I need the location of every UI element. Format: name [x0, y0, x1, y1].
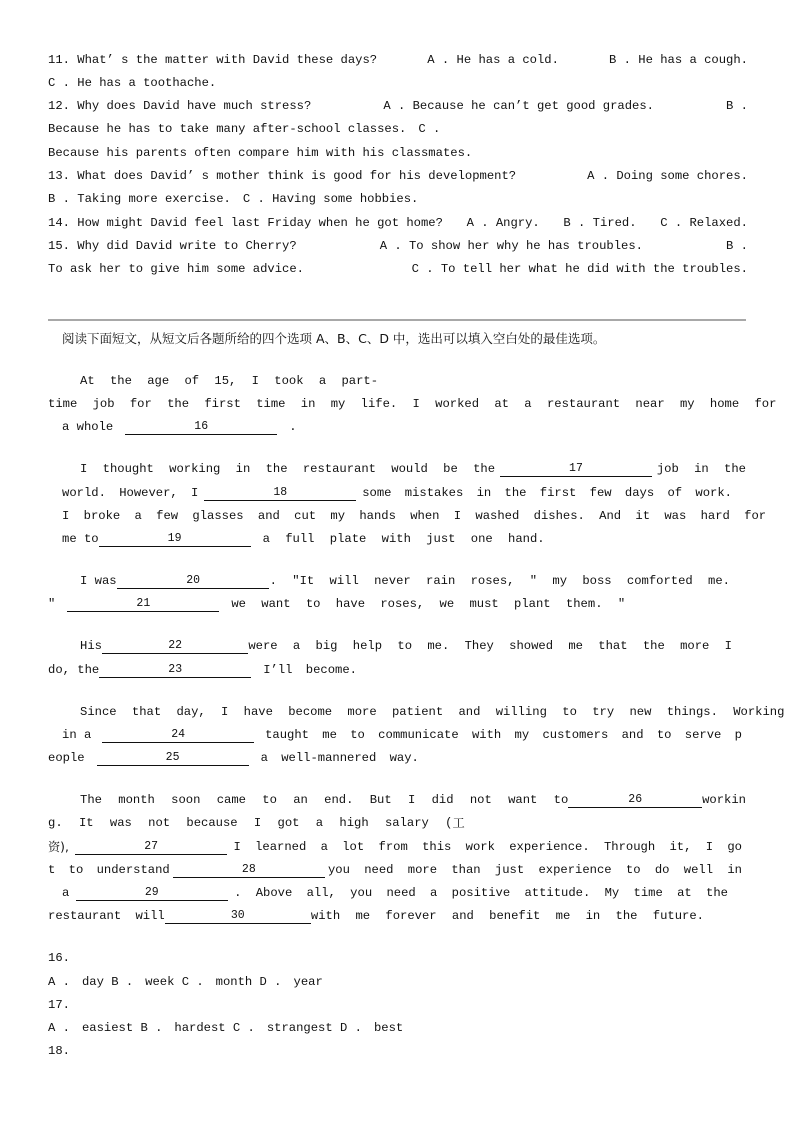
p3-text-1a: I was	[80, 574, 117, 588]
q16-number: 16.	[48, 951, 70, 965]
question-12-line-1	[48, 98, 748, 115]
p6-text-6b: with me forever and benefit me in the future.	[310, 909, 704, 923]
question-15-line-2	[48, 261, 748, 278]
q15-option-a: A . To show her why he has troubles.	[379, 239, 643, 253]
q11-option-c: C . He has a toothache.	[48, 76, 217, 90]
blank-19[interactable]: 19	[99, 531, 251, 547]
p6-text-5b: . Above all, you need a positive attitude. My time at the	[234, 886, 728, 900]
p6-text-4b: you need more than just experience to do well in	[327, 863, 742, 877]
passage-p4-line-1	[80, 638, 732, 655]
blank-20[interactable]: 20	[117, 573, 269, 589]
blank-28[interactable]: 28	[173, 862, 325, 878]
passage-p1-line-2	[48, 396, 777, 413]
question-12-line-3	[48, 145, 748, 162]
q11-option-a: A . He has a cold.	[427, 53, 559, 67]
q17-choice-1[interactable]: easiest B .	[81, 1021, 163, 1035]
question-14-line	[48, 215, 748, 232]
q16-choice-1[interactable]: day B .	[81, 975, 134, 989]
passage-p5-line-3	[48, 750, 448, 767]
p6-text-2cn: 工	[452, 816, 465, 830]
q12-option-b: Because he has to take many after-school classes.	[48, 122, 407, 136]
question-11-line-1	[48, 52, 748, 69]
passage-p6-line-2	[48, 815, 468, 832]
blank-16[interactable]: 16	[125, 419, 277, 435]
reading-instruction: 阅读下面短文，从短文后各题所给的四个选项 A、B、C、D 中，选出可以填入空白处的最佳选项。	[62, 331, 606, 346]
q16-choice-4[interactable]: year	[293, 975, 323, 989]
p6-text-4a: t to understand	[48, 863, 170, 877]
passage-p2-line-1	[80, 461, 746, 478]
question-13-line-1	[48, 168, 748, 185]
option-18-number	[48, 1043, 748, 1060]
q17-choice-3[interactable]: strangest D .	[266, 1021, 362, 1035]
passage-p5-line-2	[62, 727, 742, 744]
passage-p2-line-2	[62, 485, 732, 502]
q12-option-c-label: C .	[418, 122, 441, 136]
q14-option-b: B . Tired.	[563, 216, 637, 230]
p3-text-1b: . ″It will never rain roses, ″ my boss comforted me.	[269, 574, 730, 588]
question-15-line-1	[48, 238, 748, 255]
p2-text-1b: job in the	[656, 462, 746, 476]
q18-number: 18.	[48, 1044, 70, 1058]
question-12-line-2	[48, 121, 748, 138]
blank-18[interactable]: 18	[204, 485, 356, 501]
q15-option-c: C . To tell her what he did with the troubles.	[411, 262, 748, 276]
q17-choice-2[interactable]: hardest C .	[174, 1021, 255, 1035]
q15-option-b-label: B .	[726, 239, 748, 253]
p5-text-1: Since that day, I have become more patient and willing to try new things. Working	[80, 705, 785, 719]
q12-stem: 12. Why does David have much stress?	[48, 99, 312, 113]
passage-p6-line-1	[80, 792, 746, 809]
p4-text-2a: do, the	[48, 663, 100, 677]
q12-option-a: A . Because he can’t get good grades.	[383, 99, 654, 113]
p3-text-2b: we want to have roses, we must plant them. ″	[231, 597, 626, 611]
blank-25[interactable]: 25	[97, 750, 249, 766]
blank-17[interactable]: 17	[500, 461, 652, 477]
q16-choice-2[interactable]: week C .	[145, 975, 204, 989]
passage-p6-line-5	[62, 885, 728, 902]
option-16-number	[48, 950, 748, 967]
q13-option-c: C . Having some hobbies.	[242, 192, 419, 206]
q14-stem: 14. How might David feel last Friday when he got home?	[48, 216, 443, 230]
p6-text-6a: restaurant will	[48, 909, 165, 923]
blank-22[interactable]: 22	[102, 638, 248, 654]
blank-29[interactable]: 29	[76, 885, 228, 901]
q17-choice-0[interactable]: A .	[48, 1021, 70, 1035]
question-11-line-2	[48, 75, 748, 92]
p6-text-2a: g. It was not because I got a high salary (	[48, 816, 453, 830]
blank-24[interactable]: 24	[102, 727, 254, 743]
p6-text-1b: workin	[702, 793, 746, 807]
p3-text-2a: ″	[48, 597, 56, 611]
blank-27[interactable]: 27	[75, 839, 227, 855]
option-17-choices	[48, 1020, 748, 1037]
q17-number: 17.	[48, 998, 70, 1012]
p6-text-5a: a	[62, 886, 70, 900]
q13-stem: 13. What does David’ s mother think is good for his development?	[48, 169, 517, 183]
blank-26[interactable]: 26	[568, 792, 702, 808]
q15-option-b: To ask her to give him some advice.	[48, 262, 304, 276]
q11-option-b: B . He has a cough.	[609, 53, 748, 67]
p2-text-1a: I thought working in the restaurant would be the	[80, 462, 496, 476]
q16-choice-3[interactable]: month D .	[215, 975, 282, 989]
q13-option-a: A . Doing some chores.	[587, 169, 748, 183]
option-16-choices	[48, 974, 748, 991]
p1-text-3b: .	[289, 420, 297, 434]
blank-30[interactable]: 30	[165, 908, 311, 924]
p5-text-2b: taught me to communicate with my customers and to serve p	[265, 728, 742, 742]
q16-choice-0[interactable]: A .	[48, 975, 70, 989]
passage-p2-line-4	[62, 531, 562, 548]
q11-stem: 11. What’ s the matter with David these days?	[48, 53, 378, 67]
q14-option-c: C . Relaxed.	[660, 216, 748, 230]
q12-option-b-label: B .	[726, 99, 748, 113]
passage-p3-line-2	[48, 596, 648, 613]
blank-21[interactable]: 21	[67, 596, 219, 612]
q13-option-b: B . Taking more exercise.	[48, 192, 231, 206]
q17-choice-4[interactable]: best	[373, 1021, 404, 1035]
blank-23[interactable]: 23	[99, 662, 251, 678]
passage-p2-line-3	[62, 508, 767, 525]
passage-p6-line-3	[48, 839, 742, 856]
p2-text-4a: me to	[62, 532, 99, 546]
p4-text-1a: His	[80, 639, 102, 653]
p5-text-2a: in a	[62, 728, 92, 742]
p1-text-2: time job for the first time in my life. I worked at a restaurant near my home for	[48, 397, 777, 411]
p6-text-1a: The month soon came to an end. But I did not want to	[80, 793, 569, 807]
passage-p4-line-2	[48, 662, 448, 679]
section-divider	[48, 319, 746, 321]
option-17-number	[48, 997, 748, 1014]
passage-p6-line-6	[48, 908, 704, 925]
q15-stem: 15. Why did David write to Cherry?	[48, 239, 297, 253]
p6-text-3cn: 资),	[48, 840, 69, 854]
q14-option-a: A . Angry.	[466, 216, 540, 230]
p5-text-3a: eople	[48, 751, 85, 765]
p1-text-3a: a whole	[62, 420, 114, 434]
passage-p6-line-4	[48, 862, 742, 879]
p2-text-4b: a full plate with just one hand.	[262, 532, 545, 546]
p2-text-3: I broke a few glasses and cut my hands when I washed dishes. And it was hard for	[62, 509, 767, 523]
p5-text-3b: a well-mannered way.	[260, 751, 419, 765]
p2-text-2a: world. However, I	[62, 486, 199, 500]
p4-text-2b: I’ll become.	[263, 663, 357, 677]
p1-text-1: At the age of 15, I took a part-	[80, 374, 379, 388]
question-13-line-2	[48, 191, 748, 208]
passage-p1-line-3	[62, 419, 362, 436]
passage-p3-line-1	[80, 573, 730, 590]
p4-text-1b: were a big help to me. They showed me that the more I	[248, 639, 732, 653]
p2-text-2b: some mistakes in the first few days of work.	[362, 486, 732, 500]
p6-text-3b: I learned a lot from this work experience. Through it, I go	[233, 840, 742, 854]
q12-option-c: Because his parents often compare him with his classmates.	[48, 146, 473, 160]
passage-p1-line-1	[80, 373, 380, 390]
passage-p5-line-1	[80, 704, 785, 721]
